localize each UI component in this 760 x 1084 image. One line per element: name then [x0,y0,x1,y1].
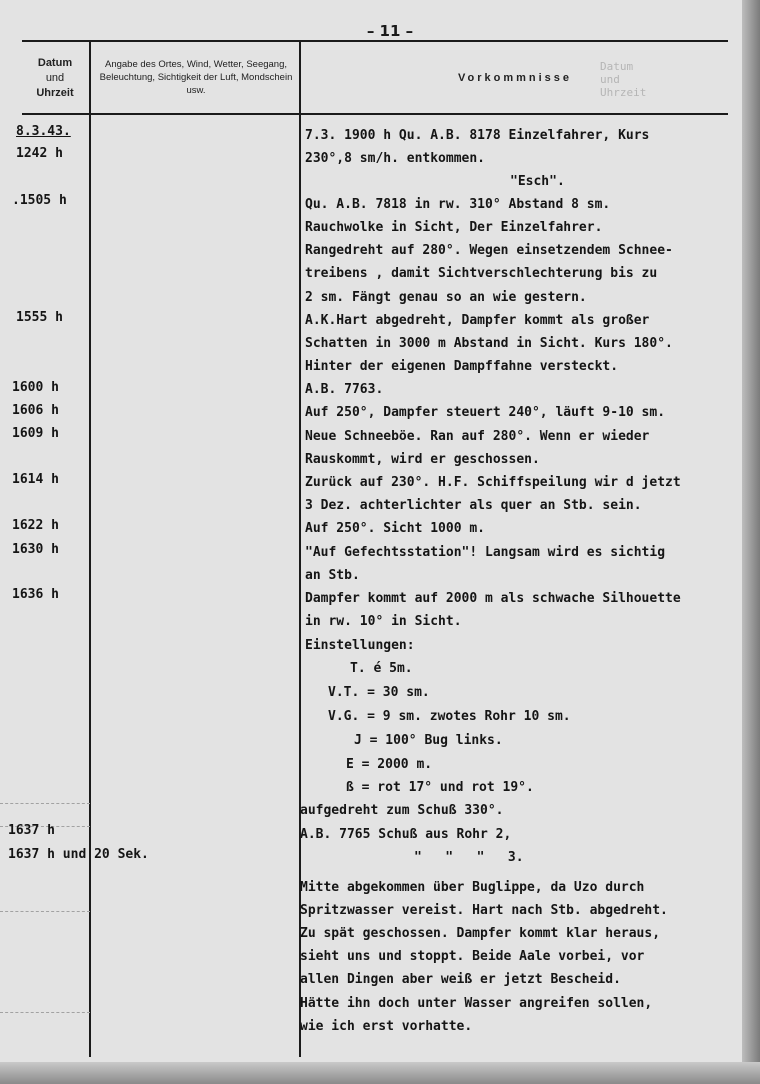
log-line: A.K.Hart abgedreht, Dampfer kommt als großer [305,313,650,328]
log-line: Schatten in 3000 m Abstand in Sicht. Kurs 180°. [305,336,673,351]
log-line: A.B. 7763. [305,382,384,397]
log-line: A.B. 7765 Schuß aus Rohr 2, [300,827,512,842]
log-line: Zu spät geschossen. Dampfer kommt klar heraus, [300,926,661,941]
log-line-setting: J = 100° Bug links. [354,733,503,748]
guide-line [0,911,90,912]
bleed-through-ghost: Datum und Uhrzeit [600,60,647,99]
log-line: Hätte ihn doch unter Wasser angreifen sollen, [300,996,653,1011]
log-line: 3 Dez. achterlichter als quer an Stb. sein. [305,498,642,513]
log-line: Auf 250°. Sicht 1000 m. [305,521,486,536]
log-line: Spritzwasser vereist. Hart nach Stb. abgedreht. [300,903,668,918]
log-line-signature: "Esch". [510,174,565,189]
header-datum-uhrzeit: Uhrzeit [36,87,74,99]
log-line: sieht uns und stoppt. Beide Aale vorbei, vor [300,949,645,964]
log-line-setting: T. é 5m. [350,661,413,676]
time-entry: 1600 h [12,380,59,395]
log-line: Rauskommt, wird er geschossen. [305,452,540,467]
log-line: allen Dingen aber weiß er jetzt Bescheid. [300,972,621,987]
log-line: Zurück auf 230°. H.F. Schiffspeilung wir d jetzt [305,475,681,490]
log-line: 7.3. 1900 h Qu. A.B. 8178 Einzelfahrer, Kurs [305,128,650,143]
time-entry: 1242 h [16,146,63,161]
log-line: Auf 250°, Dampfer steuert 240°, läuft 9-10 sm. [305,405,666,420]
time-entry: 1609 h [12,426,59,441]
log-line-setting: V.T. = 30 sm. [328,685,430,700]
header-datum [22,56,88,101]
guide-line [0,1012,90,1013]
time-entry: 1637 h und 20 Sek. [8,847,149,862]
time-entry: 1555 h [16,310,63,325]
header-bottom-rule [22,113,728,115]
log-line: " " " 3. [414,850,524,865]
column-divider-1 [89,42,91,1057]
header-vorkommnisse: Vorkommnisse [457,72,573,84]
log-line: 230°,8 sm/h. entkommen. [305,151,486,166]
guide-line [0,803,90,804]
time-entry: 1637 h [8,823,55,838]
time-entry: 1622 h [12,518,59,533]
log-line: treibens , damit Sichtverschlechterung bis zu [305,266,658,281]
log-line: Qu. A.B. 7818 in rw. 310° Abstand 8 sm. [305,197,611,212]
log-line-setting: V.G. = 9 sm. zwotes Rohr 10 sm. [328,709,571,724]
time-entry: 1630 h [12,542,59,557]
top-rule [22,40,728,42]
log-line: wie ich erst vorhatte. [300,1019,473,1034]
log-line: Einstellungen: [305,638,415,653]
log-line: Hinter der eigenen Dampffahne versteckt. [305,359,619,374]
time-entry: .1505 h [12,193,67,208]
log-line: an Stb. [305,568,360,583]
time-entry: 1614 h [12,472,59,487]
log-line: Rangedreht auf 280°. Wegen einsetzendem Schnee- [305,243,673,258]
log-line-setting: ß = rot 17° und rot 19°. [346,780,534,795]
log-line-setting: E = 2000 m. [346,757,433,772]
log-line: Mitte abgekommen über Buglippe, da Uzo durch [300,880,645,895]
header-datum-title: Datum [37,57,73,69]
log-line: Neue Schneeböe. Ran auf 280°. Wenn er wieder [305,429,650,444]
page-number: – 11 – [366,22,414,40]
date-entry: 8.3.43. [16,124,71,139]
log-line: aufgedreht zum Schuß 330°. [300,803,504,818]
log-line: "Auf Gefechtsstation"! Langsam wird es sichtig [305,545,666,560]
log-line: 2 sm. Fängt genau so an wie gestern. [305,290,587,305]
header-angabe: Angabe des Ortes, Wind, Wetter, Seegang, Beleuchtung, Sichtigkeit der Luft, Mondschein usw. [99,59,293,96]
log-line: in rw. 10° in Sicht. [305,614,462,629]
log-line: Dampfer kommt auf 2000 m als schwache Silhouette [305,591,681,606]
time-entry: 1636 h [12,587,59,602]
header-datum-und: und [45,72,65,84]
page-edge-shadow [0,1062,760,1084]
page-edge-shadow [742,0,760,1084]
time-entry: 1606 h [12,403,59,418]
log-line: Rauchwolke in Sicht, Der Einzelfahrer. [305,220,603,235]
